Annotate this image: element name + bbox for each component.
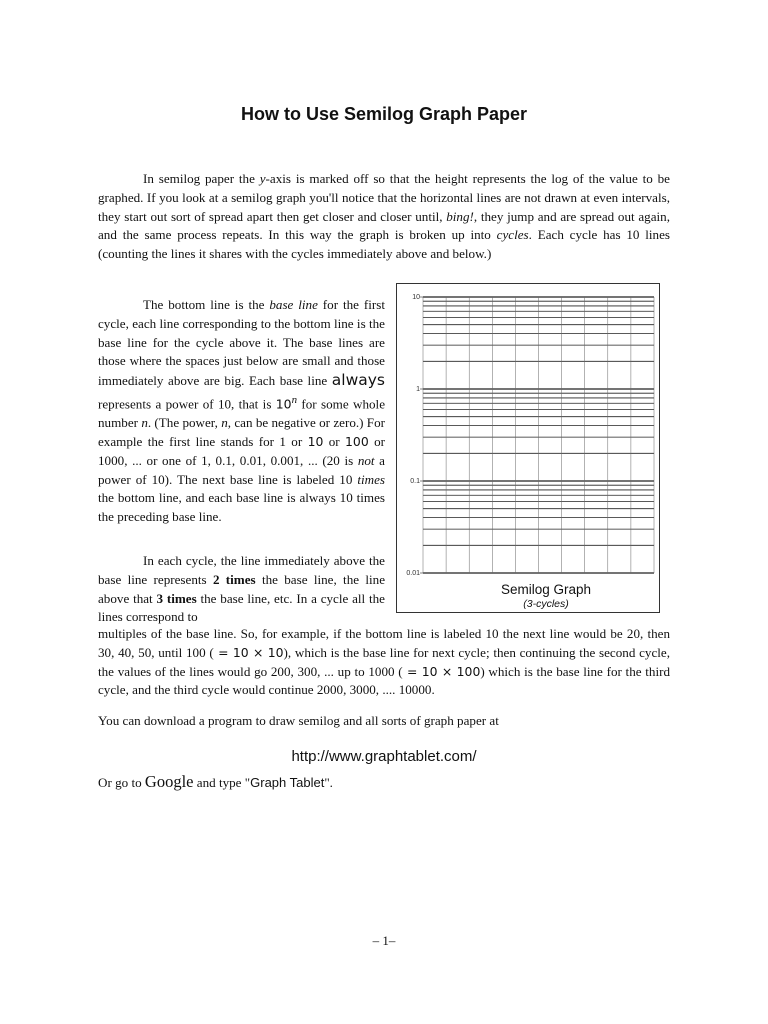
download-text: You can download a program to draw semilog and all sorts of graph paper at xyxy=(98,713,499,728)
base-line-paragraph: The bottom line is the base line for the first cycle, each line corresponding to the bottom line is the base line for the cycle above it. The base lines are those where the spaces just below are small and those immediately above are big. Each base line always represents a power of 10, that is 10$^n$ for some whole number n. (The power, n, can be negative or zero.) For example the first line stands for 1 or 10 or 100 or 1000, ... or one of 1, 0.1, 0.01, 0.001, ... (20 is not a power of 10). The next base line is labeled 10 times the bottom line, and each base line is always 10 times the preceding base line. xyxy=(98,297,385,525)
y-axis-symbol: y xyxy=(259,171,266,186)
graphtablet-link[interactable]: http://www.graphtablet.com/ xyxy=(291,748,477,765)
page-number: – 1– xyxy=(372,933,396,948)
semilog-graph xyxy=(396,283,660,613)
page-title: How to Use Semilog Graph Paper xyxy=(240,104,528,124)
y-tick-label: 0.1 xyxy=(410,478,420,485)
google-instruction: Or go to Google and type "Graph Tablet". xyxy=(98,772,333,791)
cycle-paragraph: In each cycle, the line immediately above the base line represents 2 times the base line, the line above that 3 times the base line, etc. In a cycle all the lines correspond to xyxy=(98,553,386,625)
multiples-paragraph: multiples of the base line. So, for example, if the bottom line is labeled 10 the next line would be 20, then 30, 40, 50, until 100 ( = 10 × 10), which is the base line for next cycle; then continuing the second cycle, the values of the lines would go 200, 300, ... up to 1000 ( = 10 × 100) which is the base line for the third cycle, and the third cycle would continue 2000, 3000, .... 10000. xyxy=(98,626,670,698)
chart-frame xyxy=(397,284,660,613)
y-tick-label: 1 xyxy=(416,386,420,393)
chart-subtitle: (3-cycles) xyxy=(523,598,569,610)
y-tick-label: 10 xyxy=(412,294,420,301)
y-tick-label: 0.01 xyxy=(406,570,420,577)
chart-title: Semilog Graph xyxy=(500,582,592,597)
google-word: Google xyxy=(144,772,194,791)
intro-paragraph: In semilog paper the y-axis is marked off so that the height represents the log of the value to be graphed. If you look at a semilog graph you'll notice that the horizontal lines are not drawn at even intervals, they start out sort of spread apart then get closer and closer until, bing!, they jump and are spread out again, and the same process repeats. In this way the graph is broken up into cycles. Each cycle has 10 lines (counting the lines it shares with the cycles immediately above and below.) xyxy=(98,171,670,262)
